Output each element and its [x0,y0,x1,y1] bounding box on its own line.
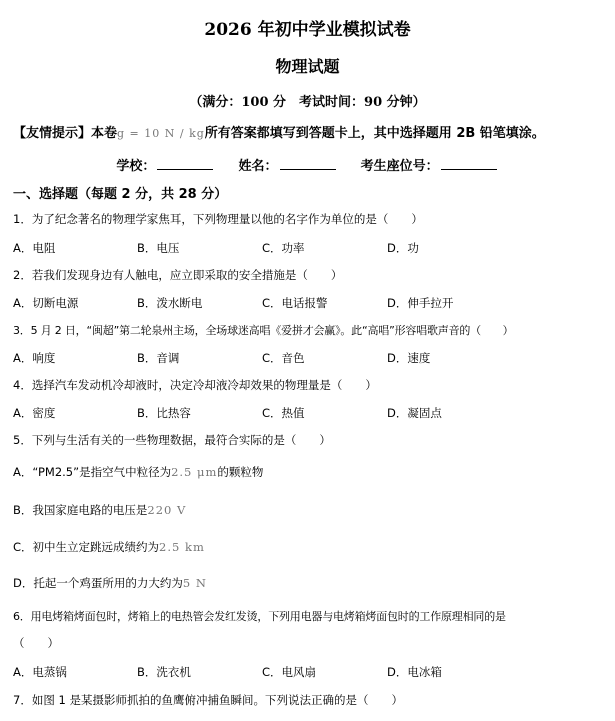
option: C．热值 [262,406,305,420]
section-title: 一、选择题（每题 2 分，共 28 分） [13,187,228,202]
option: A．响度 [13,351,56,365]
question-stem: 1．为了纪念著名的物理学家焦耳，下列物理量以他的名字作为单位的是（ ） [13,212,423,226]
seat-label: 考生座位号： [360,159,439,174]
question-stem: 5．下列与生活有关的一些物理数据，最符合实际的是（ ） [13,433,331,447]
option: A．切断电源 [13,296,79,310]
student-info [0,155,615,174]
school-blank [157,158,213,170]
question-stem-cont: （ ） [13,636,59,650]
option-long: A．“PM2.5”是指空气中粒径为2.5 μm的颗粒物 [13,465,264,479]
option-long: C．初中生立定跳远成绩约为2.5 km [13,540,205,554]
exam-title: 2026 年初中学业模拟试卷 [204,20,411,40]
option-long: D．托起一个鸡蛋所用的力大约为5 N [13,576,207,590]
subject-title: 物理试题 [275,57,340,76]
exam-meta: （满分：100 分 考试时间：90 分钟） [189,95,426,110]
option: D．电冰箱 [387,665,442,679]
option-long: B．我国家庭电路的电压是220 V [13,503,187,517]
option: B．音调 [137,351,180,365]
option: A．密度 [13,406,56,420]
option: B．比热容 [137,406,191,420]
option: D．凝固点 [387,406,442,420]
question-stem: 6．用电烤箱烤面包时，烤箱上的电热管会发红发烫，下列用电器与电烤箱烤面包时的工作原理相同的是 [13,610,506,623]
option: C．电话报警 [262,296,328,310]
option: A．电蒸锅 [13,665,67,679]
question-stem: 7．如图 1 是某摄影师抓拍的鱼鹰俯冲捕鱼瞬间。下列说法正确的是（ ） [13,693,403,707]
option: B．泼水断电 [137,296,203,310]
name-label: 姓名： [238,159,278,174]
question-stem: 3．5 月 2 日，“闽超”第二轮泉州主场，全场球迷高唱《爱拼才会赢》。此“高唱”形容唱歌声音的（ ） [13,324,514,337]
option: B．洗衣机 [137,665,191,679]
friendly-tip [13,122,545,141]
option: D．伸手拉开 [387,296,454,310]
seat-blank [441,158,497,170]
option: D．速度 [387,351,431,365]
tip-g-value: g = 10 N / kg [117,127,205,140]
question-stem: 4．选择汽车发动机冷却液时，决定冷却液冷却效果的物理量是（ ） [13,378,377,392]
question-stem: 2．若我们发现身边有人触电，应立即采取的安全措施是（ ） [13,268,343,282]
tip-suffix: 所有答案都填写到答题卡上，其中选择题用 2B 铅笔填涂。 [204,126,545,141]
option: C．电风扇 [262,665,317,679]
option: C．功率 [262,241,305,255]
option: D．功 [387,241,419,255]
option: B．电压 [137,241,180,255]
school-label: 学校： [116,159,156,174]
name-blank [280,158,336,170]
option: C．音色 [262,351,305,365]
tip-prefix: 【友情提示】本卷 [13,126,118,141]
option: A．电阻 [13,241,56,255]
